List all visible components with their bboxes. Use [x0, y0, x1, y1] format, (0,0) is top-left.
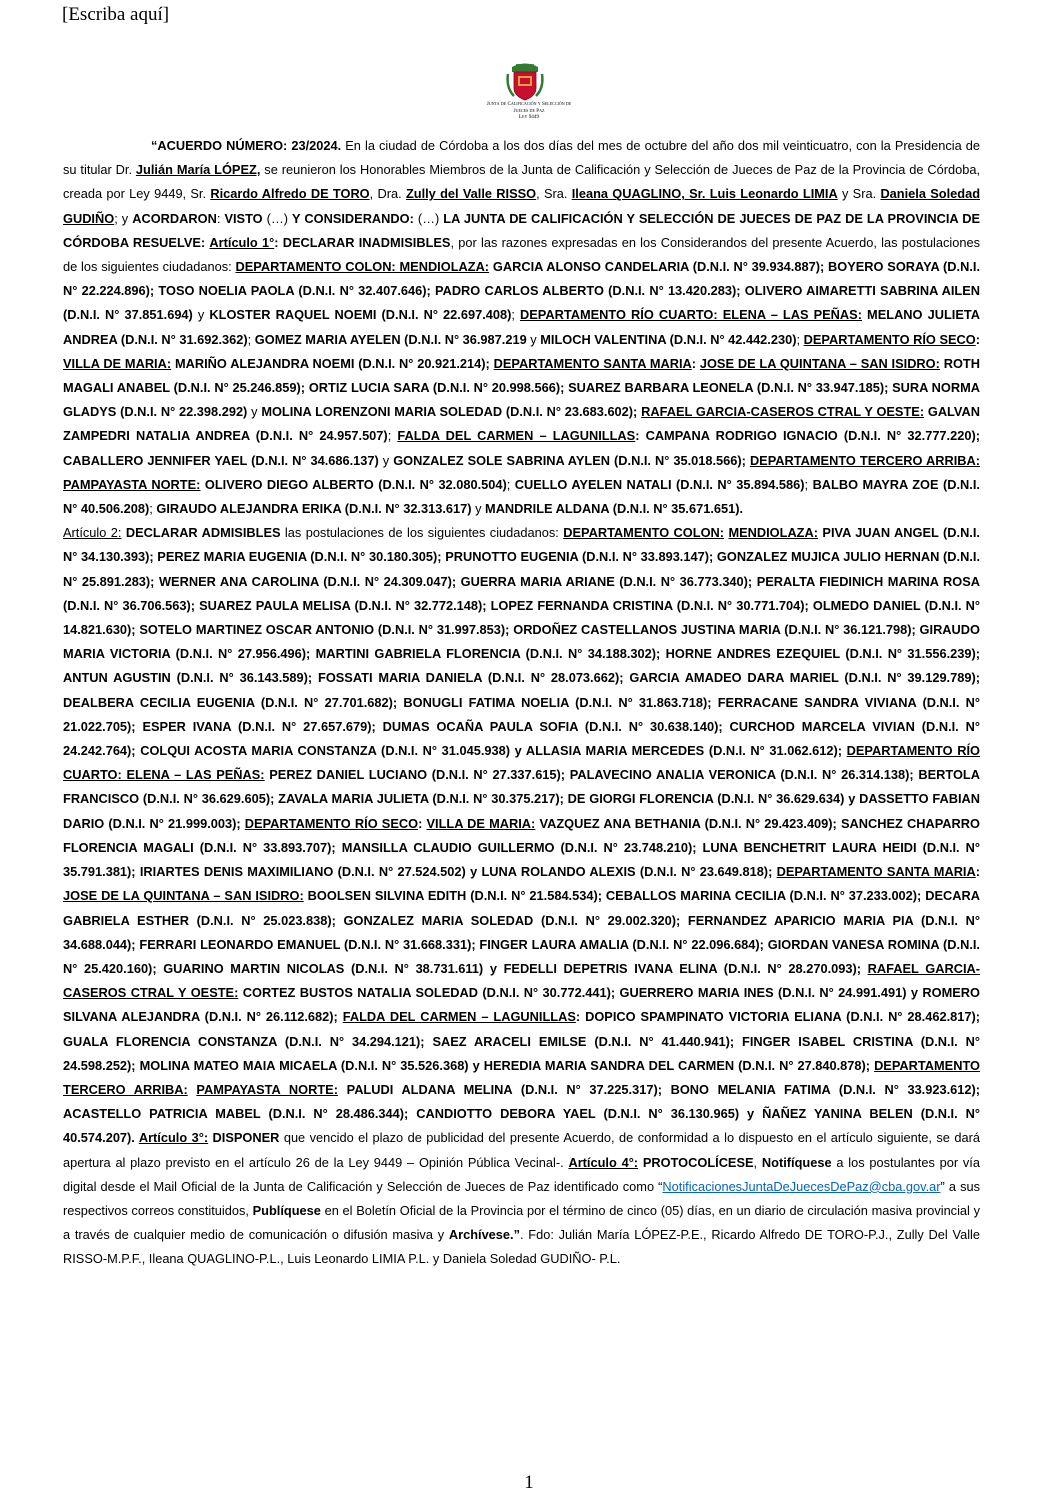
- underlined-heading-run: DEPARTAMENTO RÍO SECO: [803, 331, 976, 347]
- underlined-heading-run: MENDIOLAZA:: [728, 525, 819, 541]
- text-run: se reunieron los Honorables Miembros de la Junta de Calificación y Selección de Jueces de Paz de la Provincia de Córdoba, creada por Ley 9449, Sr.: [63, 162, 981, 202]
- bold-text-run: :: [418, 815, 427, 831]
- bold-text-run: CORTEZ BUSTOS NATALIA SOLEDAD (D.N.I. N° 30.772.441); GUERRERO MARIA INES (D.N.I. N° 24.991.491) y ROMERO SILVANA ALEJANDRA (D.N.I. N° 26.112.682);: [63, 985, 980, 1025]
- underlined-heading-run: DEPARTAMENTO SANTA MARIA: [776, 864, 976, 880]
- text-run: , Dra.: [369, 186, 406, 202]
- resolution-body: [63, 134, 980, 1272]
- text-run: y: [378, 452, 394, 468]
- bold-text-run: GOMEZ MARIA AYELEN (D.N.I. N° 36.987.219: [254, 331, 527, 347]
- text-run: ;: [247, 331, 255, 347]
- bold-text-run: GARCIA ALONSO CANDELARIA (D.N.I. N° 39.934.887); BOYERO SORAYA (D.N.I. N° 22.224.896); TOSO NOELIA PAOLA (D.N.I. N° 32.407.646); PADRO CARLOS ALBERTO (D.N.I. N° 13.420.283); OLIVERO AIMARETTI SABRINA AILEN (D.N.I. N° 37.851.694): [63, 259, 981, 323]
- underlined-heading-run: Artículo 1°: [209, 234, 275, 250]
- bold-text-run: : DOPICO SPAMPINATO VICTORIA ELIANA (D.N.I. N° 28.462.817); GUALA FLORENCIA CONSTANZA (D.N.I. N° 34.294.121); SAEZ ARACELI EMILSE (D.N.I. N° 41.440.941); FINGER ISABEL CRISTINA (D.N.I. N° 24.598.252); MOLINA MATEO MAIA MICAELA (D.N.I. N° 35.526.368) y HEREDIA MARIA SANDRA DEL CARMEN (D.N.I. N° 27.840.878);: [63, 1009, 980, 1073]
- underlined-heading-run: FALDA DEL CARMEN – LAGUNILLAS: [397, 428, 636, 444]
- email-link[interactable]: NotificacionesJuntaDeJuecesDePaz@cba.gov.ar: [662, 1178, 941, 1194]
- text-run: ;: [796, 331, 804, 347]
- organization-law: Ley 9449: [518, 114, 540, 120]
- underlined-heading-run: Zully del Valle RISSO: [405, 186, 537, 202]
- text-run: ;: [387, 428, 398, 444]
- bold-text-run: DECLARAR ADMISIBLES: [121, 525, 281, 541]
- bold-text-run: DISPONER: [208, 1130, 280, 1146]
- bold-text-run: BALBO MAYRA ZOE (D.N.I. N° 40.506.208): [63, 476, 980, 517]
- text-run: y: [471, 501, 486, 517]
- underlined-heading-run: VILLA DE MARIA:: [426, 815, 536, 831]
- text-run: ;: [149, 501, 157, 517]
- underlined-heading-run: Artículo 2:: [63, 525, 122, 541]
- underlined-heading-run: PAMPAYASTA NORTE:: [63, 476, 201, 492]
- organization-name: [456, 101, 602, 121]
- organization-name-line2: Jueces de Paz: [513, 107, 545, 114]
- text-run: las postulaciones de los siguientes ciudadanos:: [280, 525, 564, 541]
- bold-text-run: :: [975, 331, 980, 347]
- organization-name-line1: Junta de Calificación y Selección de: [486, 101, 572, 107]
- bold-text-run: Publíquese: [252, 1202, 321, 1218]
- bold-text-run: CUELLO AYELEN NATALI (D.N.I. N° 35.894.586): [514, 476, 805, 492]
- bold-text-run: MELANO JULIETA ANDREA (D.N.I. N° 31.692.362): [63, 307, 980, 347]
- underlined-heading-run: DEPARTAMENTO RÍO CUARTO: ELENA – LAS PEÑAS:: [520, 307, 862, 323]
- bold-text-run: GIRAUDO ALEJANDRA ERIKA (D.N.I. N° 32.313.617): [156, 501, 472, 517]
- bold-text-run: PIVA JUAN ANGEL (D.N.I. N° 34.130.393); PEREZ MARIA EUGENIA (D.N.I. N° 30.180.305); PRUNOTTO EUGENIA (D.N.I. N° 33.893.147); GONZALEZ MUJICA JULIO HERNAN (D.N.I. N° 25.891.283); WERNER ANA CAROLINA (D.N.I. N° 24.309.047); GUERRA MARIA ARIANE (D.N.I. N° 36.773.340); PERALTA FIEDINICH MARINA ROSA (D.N.I. N° 36.706.563); SUAREZ PAULA MELISA (D.N.I. N° 32.772.148); LOPEZ FERNANDA CRISTINA (D.N.I. N° 30.771.704); OLMEDO DANIEL (D.N.I. N° 14.821.630); SOTELO MARTINEZ OSCAR ANTONIO (D.N.I. N° 31.997.853); ORDOÑEZ CASTELLANOS JUSTINA MARIA (D.N.I. N° 36.121.798); GIRAUDO MARIA VICTORIA (D.N.I. N° 27.956.496); MARTINI GABRIELA FLORENCIA (D.N.I. N° 34.188.302); HORNE ANDRES EZEQUIEL (D.N.I. N° 31.556.239); ANTUN AGUSTIN (D.N.I. N° 36.143.589); FOSSATI MARIA DANIELA (D.N.I. N° 28.073.662); GARCIA AMADEO DARA MARIEL (D.N.I. N° 39.129.789); DEALBERA CECILIA EUGENIA (D.N.I. N° 27.701.682); BONUGLI FATIMA NOELIA (D.N.I. N° 31.863.718); FERRACANE SANDRA VIVIANA (D.N.I. N° 21.022.705); ESPER IVANA (D.N.I. N° 27.657.679); DUMAS OCAÑA PAULA SOFIA (D.N.I. N° 30.638.140); CURCHOD MARCELA VIVIAN (D.N.I. N° 24.242.764); COLQUI ACOSTA MARIA CONSTANZA (D.N.I. N° 31.045.938) y ALLASIA MARIA MERCEDES (D.N.I. N° 31.062.612);: [63, 525, 980, 759]
- paragraph-article-2-4: [63, 521, 980, 1271]
- bold-text-run: VAZQUEZ ANA BETHANIA (D.N.I. N° 29.423.409); SANCHEZ CHAPARRO FLORENCIA MAGALI (D.N.I. N° 33.893.707); MANSILLA CLAUDIO GUILLERMO (D.N.I. N° 23.748.210); LUNA BENCHETRIT LAURA HEIDI (D.N.I. N° 35.791.381); IRIARTES DENIS MAXIMILIANO (D.N.I. N° 27.524.502) y LUNA ROLANDO ALEXIS (D.N.I. N° 23.649.818);: [63, 815, 980, 880]
- bold-text-run: PEREZ DANIEL LUCIANO (D.N.I. N° 27.337.615); PALAVECINO ANALIA VERONICA (D.N.I. N° 26.314.138); BERTOLA FRANCISCO (D.N.I. N° 36.629.605); ZAVALA MARIA JULIETA (D.N.I. N° 30.375.217); DE GIORGI FLORENCIA (D.N.I. N° 36.629.634) y DASSETTO FABIAN DARIO (D.N.I. N° 21.999.003);: [63, 767, 980, 831]
- underlined-heading-run: PAMPAYASTA NORTE:: [196, 1081, 338, 1097]
- text-run: (…): [413, 210, 444, 226]
- bold-text-run: : DECLARAR INADMISIBLES: [274, 234, 451, 250]
- text-run: y Sra.: [837, 186, 881, 202]
- text-run: , por las razones expresadas en los Considerandos del presente Acuerdo, las postulaciones de los siguientes ciudadanos:: [63, 234, 981, 275]
- bold-text-run: MILOCH VALENTINA (D.N.I. N° 42.442.230): [540, 331, 797, 347]
- underlined-heading-run: Artículo 4°:: [568, 1154, 639, 1170]
- underlined-heading-run: VILLA DE MARIA:: [63, 355, 172, 371]
- underlined-heading-run: Ricardo Alfredo DE TORO: [210, 186, 370, 202]
- text-run: y: [192, 307, 210, 323]
- bold-text-run: MANDRILE ALDANA (D.N.I. N° 35.671.651).: [485, 501, 744, 517]
- bold-text-run: ACORDARON: [132, 210, 217, 226]
- bold-text-run: GONZALEZ SOLE SABRINA AYLEN (D.N.I. N° 35.018.566);: [393, 452, 750, 468]
- text-run: y: [526, 331, 541, 347]
- text-run: ; y: [114, 210, 133, 226]
- underlined-heading-run: DEPARTAMENTO RÍO CUARTO: ELENA – LAS PEÑAS:: [63, 743, 980, 783]
- underlined-heading-run: JOSE DE LA QUINTANA – SAN ISIDRO:: [699, 355, 940, 371]
- bold-text-run: Notifíquese: [761, 1154, 832, 1170]
- bold-text-run: “ACUERDO NÚMERO: 23/2024.: [151, 138, 342, 153]
- underlined-heading-run: Julián María LÓPEZ,: [135, 162, 261, 178]
- underlined-heading-run: Daniela Soledad GUDIÑO: [63, 186, 981, 226]
- underlined-heading-run: DEPARTAMENTO COLON:: [563, 525, 725, 541]
- bold-text-run: KLOSTER RAQUEL NOEMI (D.N.I. N° 22.697.408): [209, 307, 512, 323]
- text-run: a los postulantes por vía digital desde el Mail Oficial de la Junta de Calificación y Selección de Jueces de Paz identificado como “: [63, 1154, 980, 1194]
- text-run: (…): [262, 210, 293, 226]
- bold-text-run: :: [975, 864, 980, 880]
- bold-text-run: :: [691, 355, 700, 371]
- text-run: :: [216, 210, 225, 226]
- bold-text-run: BOOLSEN SILVINA EDITH (D.N.I. N° 21.584.534); CEBALLOS MARINA CECILIA (D.N.I. N° 37.233.002); DECARA GABRIELA ESTHER (D.N.I. N° 25.023.838); GONZALEZ MARIA SOLEDAD (D.N.I. N° 29.002.320); FERNANDEZ APARICIO MARIA PIA (D.N.I. N° 34.688.044); FERRARI LEONARDO EMANUEL (D.N.I. N° 31.668.331); FINGER LAURA AMALIA (D.N.I. N° 22.096.684); GIORDAN VANESA ROMINA (D.N.I. N° 25.420.160); GUARINO MARTIN NICOLAS (D.N.I. N° 38.731.611) y FEDELLI DEPETRIS IVANA ELINA (D.N.I. N° 28.270.093);: [63, 888, 980, 976]
- text-run: En la ciudad de Córdoba a los dos días del mes de octubre del año dos mil veinticuatro, con la Presidencia de su titular Dr.: [63, 138, 980, 178]
- underlined-heading-run: FALDA DEL CARMEN – LAGUNILLAS: [342, 1009, 576, 1025]
- underlined-heading-run: RAFAEL GARCIA-CASEROS CTRAL Y OESTE:: [63, 960, 980, 1001]
- text-run: ” a sus respectivos correos constituidos,: [63, 1178, 980, 1218]
- bold-text-run: LA JUNTA DE CALIFICACIÓN Y SELECCIÓN DE JUECES DE PAZ DE LA PROVINCIA DE CÓRDOBA RESUELVE:: [63, 210, 980, 250]
- text-run: ;: [506, 476, 515, 492]
- bold-text-run: Archívese.”: [448, 1227, 520, 1243]
- underlined-heading-run: Artículo 3°:: [138, 1130, 209, 1146]
- underlined-heading-run: DEPARTAMENTO COLON: MENDIOLAZA:: [235, 259, 490, 275]
- underlined-heading-run: DEPARTAMENTO RÍO SECO: [244, 815, 419, 831]
- page-number: 1: [524, 1472, 534, 1493]
- bold-text-run: : CAMPANA RODRIGO IGNACIO (D.N.I. N° 32.777.220); CABALLERO JENNIFER YAEL (D.N.I. N° 34.686.137): [63, 428, 980, 468]
- bold-text-run: ROTH MAGALI ANABEL (D.N.I. N° 25.246.859); ORTIZ LUCIA SARA (D.N.I. N° 20.998.566); SUAREZ BARBARA LEONELA (D.N.I. N° 33.947.185); SURA NORMA GLADYS (D.N.I. N° 22.398.292): [63, 355, 980, 420]
- text-run: ;: [804, 476, 813, 492]
- bold-text-run: PROTOCOLÍCESE: [638, 1154, 754, 1170]
- bold-text-run: MARIÑO ALEJANDRA NOEMI (D.N.I. N° 20.921.214);: [171, 355, 494, 371]
- underlined-heading-run: Ileana QUAGLINO, Sr. Luis Leonardo LIMIA: [571, 186, 838, 202]
- underlined-heading-run: DEPARTAMENTO TERCERO ARRIBA:: [749, 452, 980, 468]
- underlined-heading-run: JOSE DE LA QUINTANA – SAN ISIDRO:: [63, 888, 304, 904]
- text-run: . Fdo: Julián María LÓPEZ-P.E., Ricardo Alfredo DE TORO-P.J., Zully Del Valle RISSO-M.P.F., Ileana QUAGLINO-P.L., Luis Leonardo LIMIA P.L. y Daniela Soledad GUDIÑO- P.L.: [63, 1227, 980, 1267]
- bold-text-run: GALVAN ZAMPEDRI NATALIA ANDREA (D.N.I. N° 24.957.507): [63, 404, 980, 444]
- text-run: , Sra.: [536, 186, 572, 202]
- underlined-heading-run: RAFAEL GARCIA-CASEROS CTRAL Y OESTE:: [641, 404, 925, 420]
- text-run: y: [247, 404, 262, 420]
- bold-text-run: VISTO: [224, 210, 263, 226]
- bold-text-run: PALUDI ALDANA MELINA (D.N.I. N° 37.225.317); BONO MELANIA FATIMA (D.N.I. N° 33.923.612); ACASTELLO PATRICIA MABEL (D.N.I. N° 28.486.344); CANDIOTTO DEBORA YAEL (D.N.I. N° 36.130.965) y ÑAÑEZ YANINA BELEN (D.N.I. N° 40.574.207).: [63, 1081, 981, 1146]
- bold-text-run: OLIVERO DIEGO ALBERTO (D.N.I. N° 32.080.504): [200, 476, 507, 492]
- text-run: ,: [753, 1154, 762, 1170]
- paragraph-article-1: [63, 134, 980, 521]
- text-run: ;: [511, 307, 521, 323]
- bold-text-run: Y CONSIDERANDO:: [292, 210, 414, 226]
- bold-text-run: MOLINA LORENZONI MARIA SOLEDAD (D.N.I. N° 23.683.602);: [261, 404, 642, 420]
- underlined-heading-run: DEPARTAMENTO TERCERO ARRIBA:: [63, 1057, 980, 1097]
- header-placeholder: [Escriba aquí]: [62, 4, 170, 25]
- text-run: en el Boletín Oficial de la Provincia por el término de cinco (05) días, en un diario de circulación masiva provincial y a través de cualquier medio de comunicación o difusión masiva y: [63, 1202, 980, 1243]
- text-run: que vencido el plazo de publicidad del presente Acuerdo, de conformidad a lo dispuesto en el artículo siguiente, se dará apertura al plazo previsto en el artículo 26 de la Ley 9449 – Opinión Pública Vecinal-.: [63, 1130, 980, 1170]
- underlined-heading-run: DEPARTAMENTO SANTA MARIA: [493, 355, 692, 371]
